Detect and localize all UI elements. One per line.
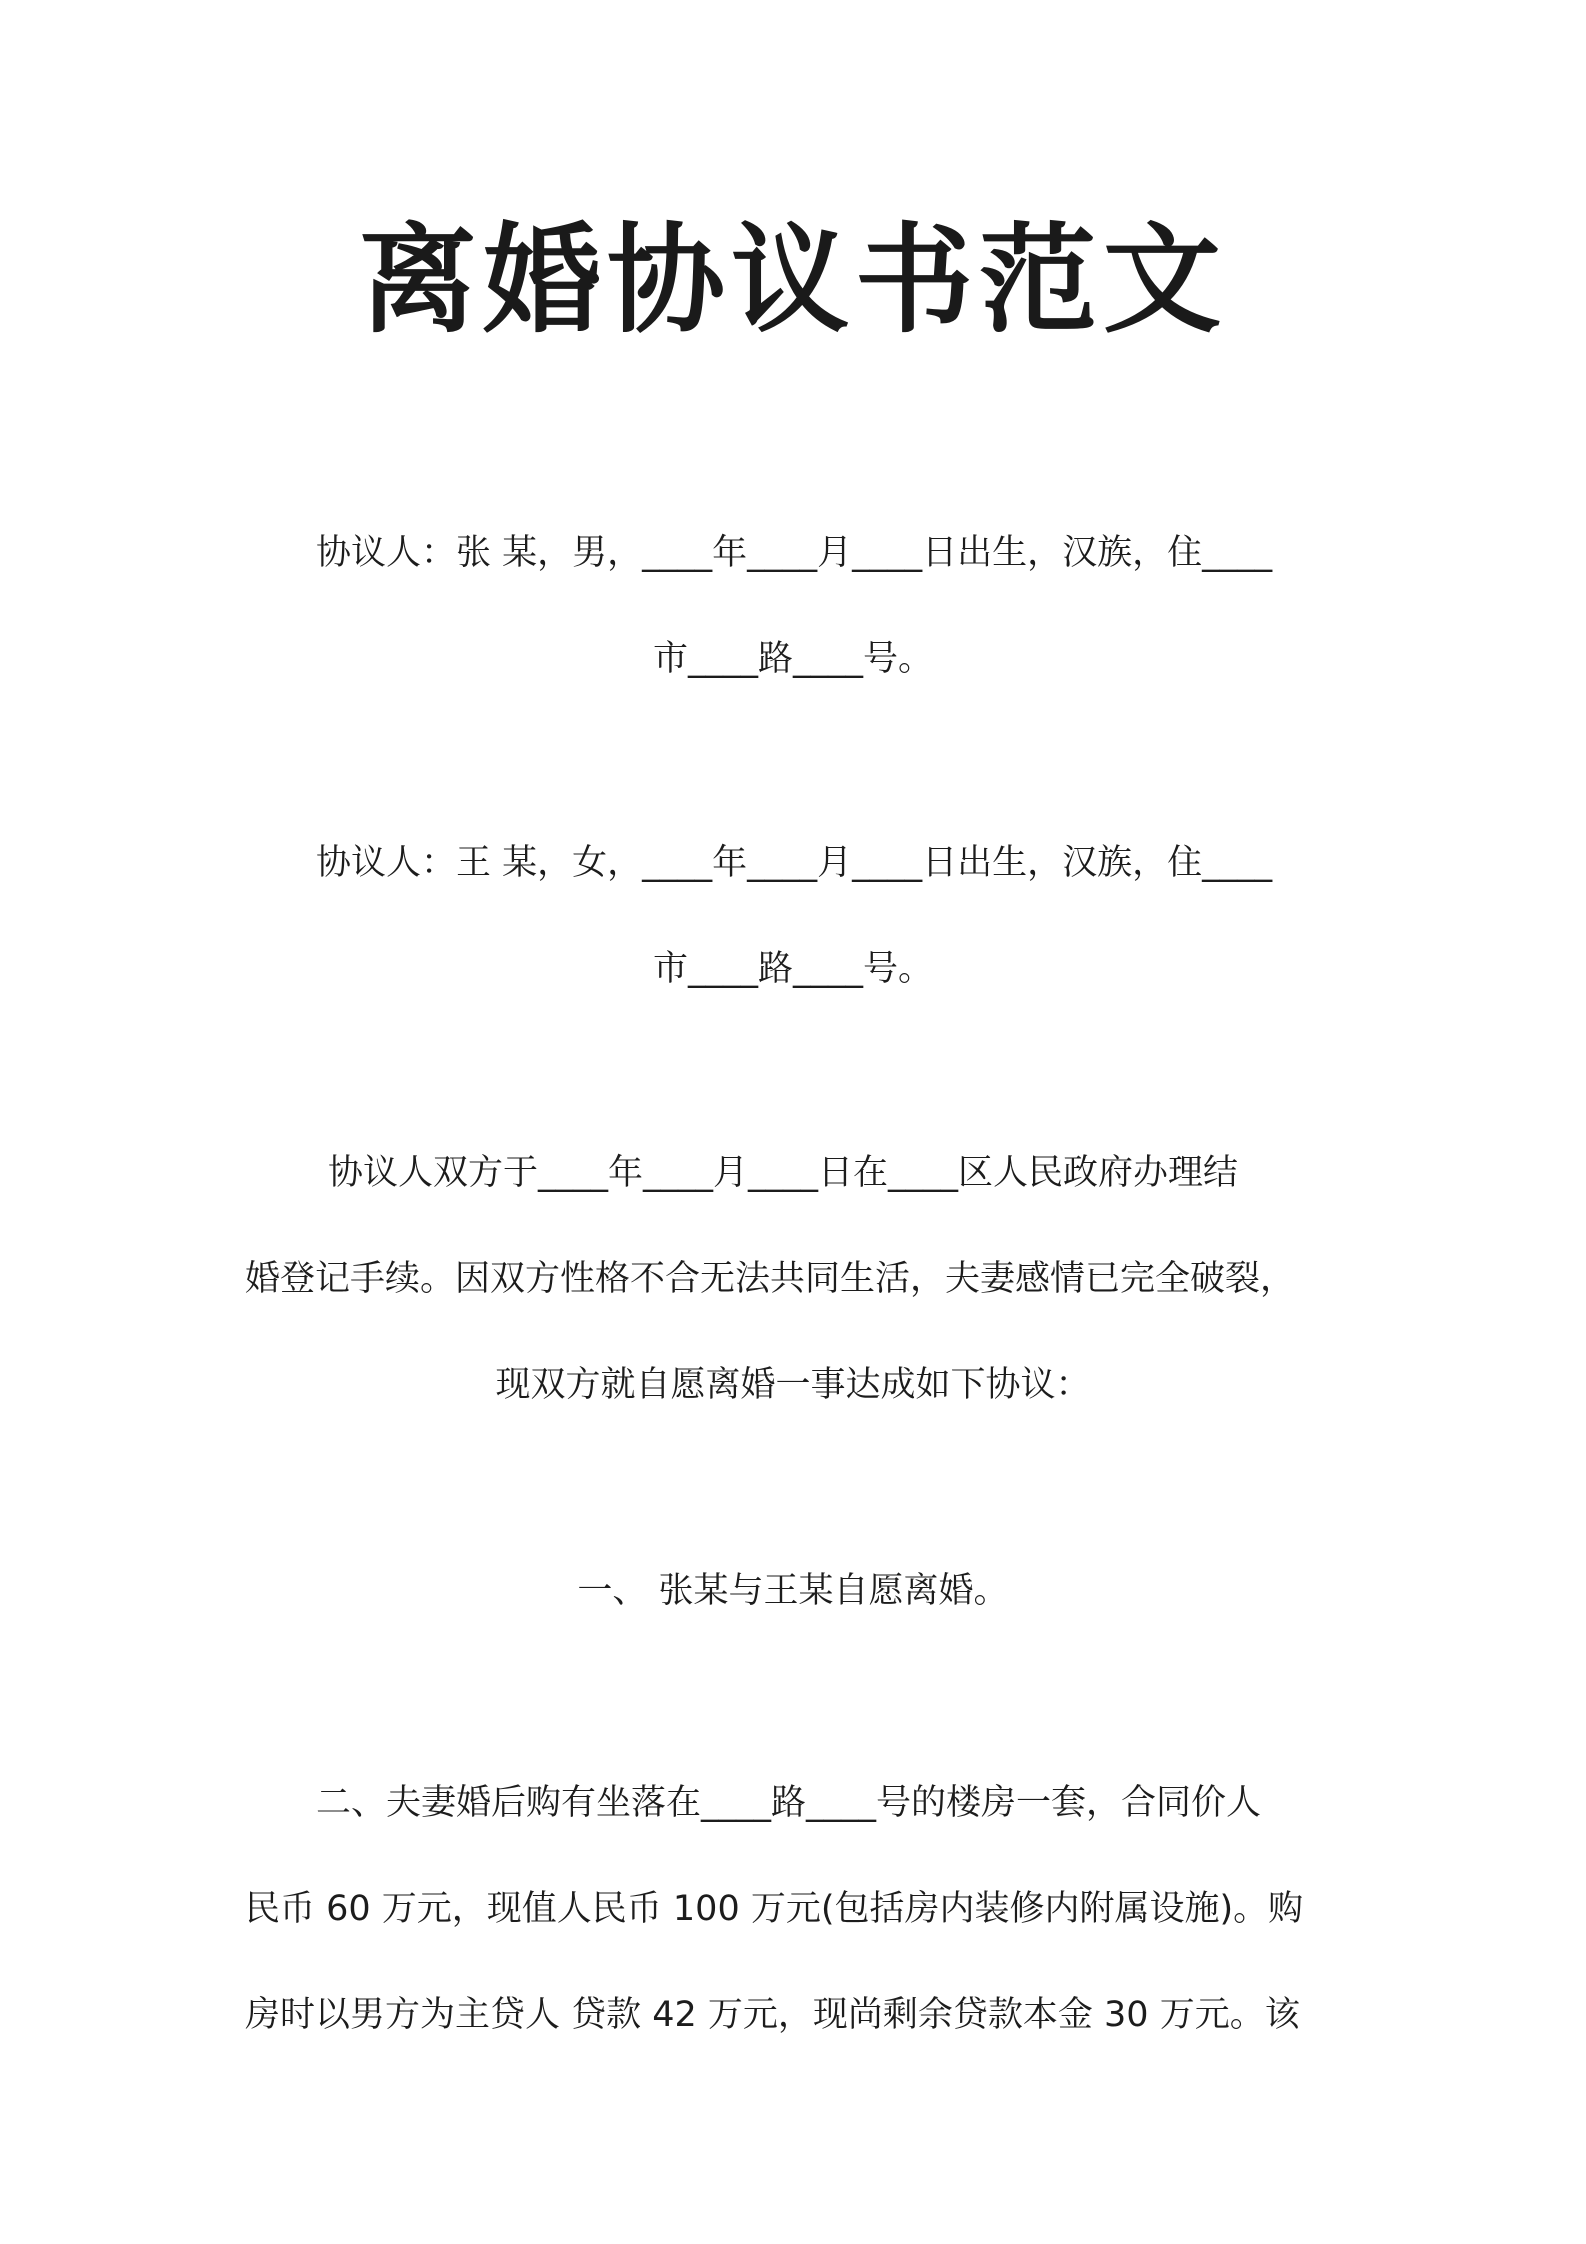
preamble-line3: 现双方就自愿离婚一事达成如下协议： [495, 1365, 1091, 1405]
party1-line1: 协议人：张 某，男，____年____月____日出生，汉族，住____ [316, 533, 1273, 573]
clause2-line3: 房时以男方为主贷人 贷款 42 万元，现尚剩余贷款本金 30 万元。该 [245, 1995, 1300, 2035]
preamble-line1: 协议人双方于____年____月____日在____区人民政府办理结 [328, 1153, 1239, 1193]
document-title: 离婚协议书范文 [358, 211, 1227, 349]
party1-line2: 市____路____号。 [652, 639, 933, 679]
party2-line2: 市____路____号。 [652, 949, 933, 989]
clause2-line1: 二、夫妻婚后购有坐落在____路____号的楼房一套，合同价人 [316, 1783, 1262, 1823]
clause2-line2: 民币 60 万元，现值人民币 100 万元(包括房内装修内附属设施)。购 [245, 1889, 1304, 1929]
clause1-line1: 一、 张某与王某自愿离婚。 [577, 1571, 1009, 1611]
preamble-line2: 婚登记手续。因双方性格不合无法共同生活，夫妻感情已完全破裂， [245, 1259, 1296, 1299]
party2-line1: 协议人：王 某，女，____年____月____日出生，汉族，住____ [316, 843, 1273, 883]
